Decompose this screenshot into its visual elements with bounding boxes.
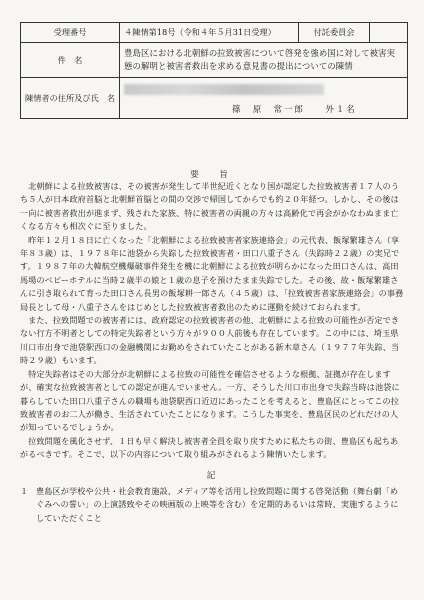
committee-label: 付託委員会 [299, 23, 370, 43]
petitioner-cell [120, 78, 408, 119]
subject-value: 豊島区における北朝鮮の拉致被害について啓発を強め国に対して被害実態の解明と被害者救出を求める意見書の提出についての陳情 [120, 43, 408, 78]
petitioner-label: 陳情者の住所及び氏 名 [21, 78, 120, 119]
paragraph: 拉致問題を風化させず、１日も早く解決し被害者全員を取り戻すために私たちの街、豊島区も起ちあがるべきです。そこで、以下の内容について取り組みがされるよう陳情いたします。 [20, 435, 399, 460]
redacted-address [124, 84, 324, 95]
summary-heading: 要 旨 [190, 170, 234, 180]
paragraph: 昨年１２月１８日に亡くなった「北朝鮮による拉致被害者家族連絡会」の元代表、飯塚繁雄さん（享年８３歳）は、１９７８年に池袋から失踪した拉致被害者・田口八重子さん（失踪時２２歳）の実兄です。１９８７年の大韓航空機爆破事件発生を機に北朝鮮による拉致が明らかになった田口さんは、高田馬場のベビーホテルに当時２歳半の娘と１歳の息子を預けたまま失踪でした。その後、故・飯塚繁雄さんに引き取られて育った田口さん長男の飯塚耕一郎さん（４５歳）は、「拉致被害者家族連絡会」の事務局長として母・八重子さんをはじめとした拉致被害者救出のために運動を続けておられます。 [20, 234, 404, 312]
paragraph: また、拉致問題での被害者には、政府認定の拉致被害者の他、北朝鮮による拉致の可能性が否定できない行方不明者としての特定失踪者という方々が９００人前後も存在しています。この中には、埼玉県川口市出身で池袋駅西口の金融機関にお勤めをされていたことがある新木章さん（１９７７年失踪、当時２９歳）もいます。 [20, 315, 400, 366]
petition-header-table [20, 22, 408, 119]
subject-label: 件 名 [21, 43, 120, 78]
request-item [20, 485, 406, 525]
paragraph: 北朝鮮による拉致被害は、その被害が発生して半世紀近くとなり国が認定した拉致被害者１７人のうち５人が日本政府首脳と北朝鮮首脳との間の交渉で帰国してからでも約２０年経つ。しかし、その後は一向に被害者救出が進まず、残された家族、特に被害者の両親の方々は高齢化で再会がかなわぬまま亡くなる方々も相次ぐに至りました。 [20, 181, 400, 232]
ki-heading: 記 [206, 470, 220, 481]
request-item-text: 豊島区が学校や公共・社会教育施設、メディア等を活用し拉致問題に関する啓発活動（舞台劇「めぐみへの誓い」の上演誘致やその映画版の上映等を含む）を定期的あるいは常時、実施するようにしていただくこと [36, 485, 399, 523]
committee-value [370, 23, 408, 43]
summary-body [20, 180, 406, 525]
receipt-number-value: ４陳情第18号（令和４年５月31日受理） [120, 23, 299, 43]
request-item-number: １ [20, 485, 29, 496]
paragraph: 特定失踪者はその大部分が北朝鮮による拉致の可能性を確信させるような根拠、証拠が存在しますが、確実な拉致被害者としての認定が進んでいません。一方、そうした川口市出身で失踪当時は池袋に暮らしていた田口八重子さんの職場も池袋駅西口近辺にあったことを考えると、豊島区にとってこの拉致被害者のお二人が働き、生活されていたことになります。こうした事実を、豊島区民のどれだけの人が知っているでしょうか。 [20, 368, 400, 433]
petitioner-name: 篠 原 常一郎 外１名 [232, 104, 357, 114]
receipt-number-label: 受理番号 [21, 23, 120, 43]
